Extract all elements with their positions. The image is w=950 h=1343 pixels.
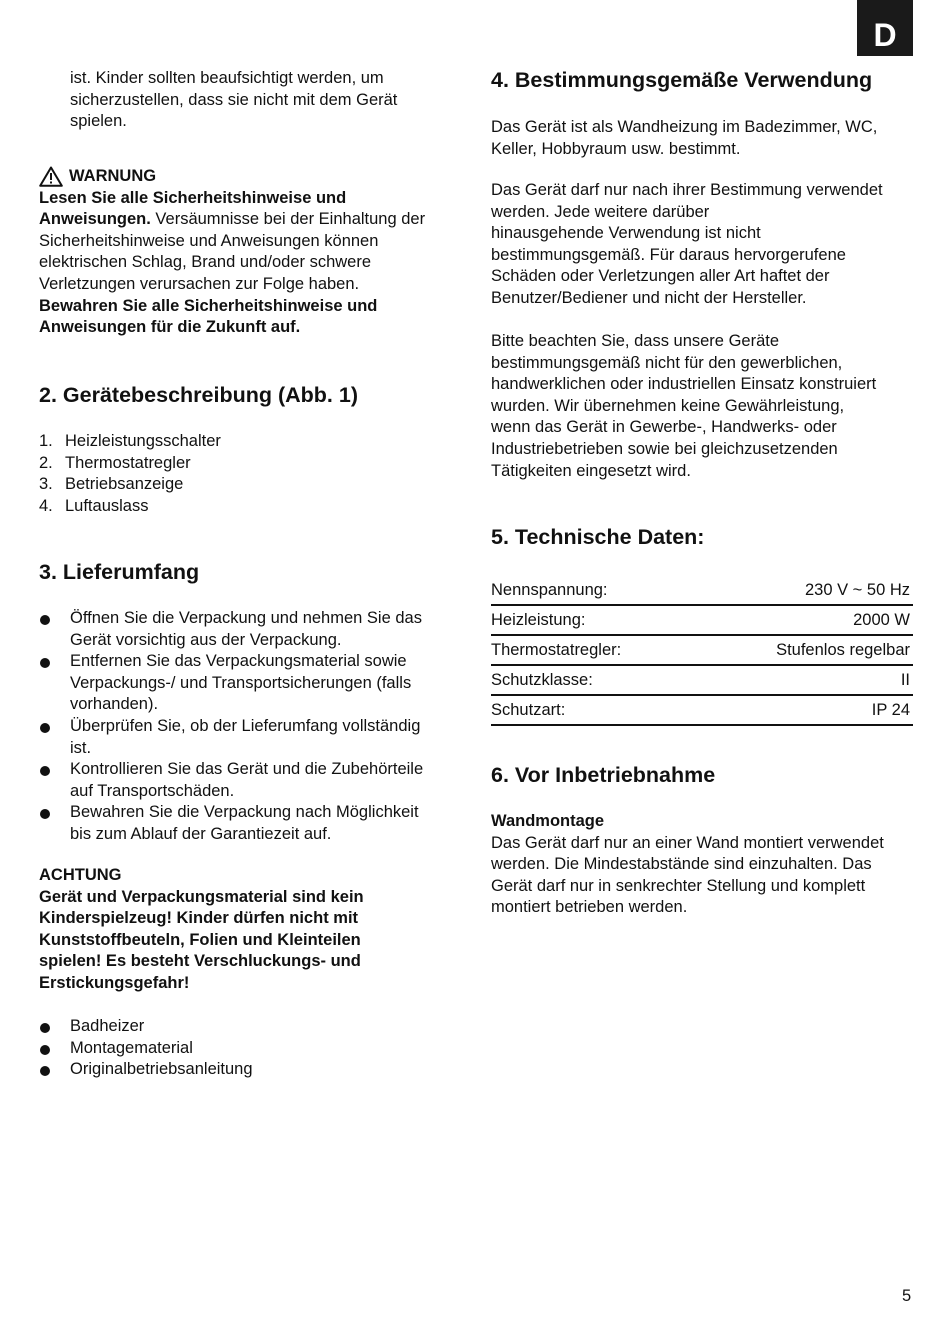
text-line: Das Gerät ist als Wandheizung im Badezimmer, WC, — [491, 118, 878, 136]
list-item: Badheizer — [39, 1016, 459, 1038]
attention-line: Erstickungsgefahr! — [39, 973, 190, 992]
warning-block — [39, 166, 459, 339]
warning-line: elektrischen Schlag, Brand und/oder schwere — [39, 253, 372, 272]
spec-value: 2000 W — [697, 605, 913, 635]
text-line: wenn das Gerät in Gewerbe-, Handwerks- oder — [491, 418, 837, 437]
warning-triangle-icon — [39, 166, 63, 187]
bullet-icon — [40, 615, 50, 625]
warning-keep-line: Bewahren Sie alle Sicherheitshinweise und — [39, 296, 378, 315]
unpacking-steps-list — [39, 608, 459, 846]
table-row — [491, 665, 913, 695]
text-line: wurden. Wir übernehmen keine Gewährleistung, — [491, 396, 845, 415]
table-row — [491, 635, 913, 665]
device-parts-list — [39, 431, 459, 517]
section-5-heading: 5. Technische Daten: — [491, 525, 705, 549]
text-line: handwerklichen oder industriellen Einsatz konstruiert — [491, 375, 877, 394]
intro-line: sicherzustellen, dass sie nicht mit dem Gerät — [70, 90, 398, 109]
bullet-icon — [40, 1023, 50, 1033]
attention-line: spielen! Es besteht Verschluckungs- und — [39, 952, 361, 971]
list-item: Kontrollieren Sie das Gerät und die Zubehörteile auf Transportschäden. — [39, 759, 459, 802]
intro-line: spielen. — [70, 112, 127, 131]
text-line: montiert betrieben werden. — [491, 898, 688, 917]
text-line: werden. Jede weitere darüber — [491, 202, 710, 221]
spec-label: Heizleistung: — [491, 605, 697, 635]
warning-line: Verletzungen verursachen zur Folge haben. — [39, 274, 360, 293]
attention-line: Kinderspielzeug! Kinder dürfen nicht mit — [39, 909, 359, 928]
attention-line: Gerät und Verpackungsmaterial sind kein — [39, 887, 364, 906]
bullet-icon — [40, 658, 50, 668]
list-item: Originalbetriebsanleitung — [39, 1059, 459, 1081]
text-line: Gerät darf nur in senkrechter Stellung und komplett — [491, 876, 866, 895]
text-line: Keller, Hobbyraum usw. bestimmt. — [491, 139, 741, 158]
technical-data-table — [491, 576, 913, 726]
delivery-contents-list — [39, 1016, 459, 1081]
language-tab: D — [857, 0, 913, 56]
text-line: Bitte beachten Sie, dass unsere Geräte — [491, 332, 780, 350]
text-line: Schäden oder Verletzungen aller Art haftet der — [491, 267, 830, 286]
section-3-heading: 3. Lieferumfang — [39, 560, 200, 584]
spec-value: Stufenlos regelbar — [697, 635, 913, 665]
spec-value: II — [697, 665, 913, 695]
spec-label: Schutzklasse: — [491, 665, 697, 695]
warning-lead-line: Lesen Sie alle Sicherheitshinweise und — [39, 188, 347, 207]
section-4-heading: 4. Bestimmungsgemäße Verwendung — [491, 68, 873, 92]
text-line: Tätigkeiten eingesetzt wird. — [491, 461, 691, 480]
table-row — [491, 605, 913, 635]
attention-line: Kunststoffbeuteln, Folien und Kleinteilen — [39, 930, 361, 949]
intended-use-paragraph-3 — [491, 331, 913, 482]
warning-line: Sicherheitshinweise und Anweisungen können — [39, 231, 379, 250]
bullet-icon — [40, 809, 50, 819]
spec-label: Schutzart: — [491, 695, 697, 725]
section-2-heading: 2. Gerätebeschreibung (Abb. 1) — [39, 383, 358, 407]
warning-title: WARNUNG — [39, 166, 459, 188]
bullet-icon — [40, 723, 50, 733]
list-item: 4. Luftauslass — [39, 496, 149, 515]
intended-use-paragraph-1 — [491, 117, 913, 160]
list-item: 1. Heizleistungsschalter — [39, 432, 221, 450]
bullet-icon — [40, 1066, 50, 1076]
section-6-heading: 6. Vor Inbetriebnahme — [491, 763, 716, 787]
attention-block — [39, 865, 459, 995]
text-line: Das Gerät darf nur nach ihrer Bestimmung verwendet — [491, 181, 883, 199]
spec-label: Thermostatregler: — [491, 635, 697, 665]
list-item: Überprüfen Sie, ob der Lieferumfang vollständig ist. — [39, 716, 459, 759]
text-line: Industriebetrieben sowie bei gleichzusetzenden — [491, 439, 838, 458]
list-item: Bewahren Sie die Verpackung nach Möglichkeit bis zum Ablauf der Garantiezeit auf. — [39, 802, 459, 845]
text-line: bestimmungsgemäß. Für daraus hervorgerufene — [491, 245, 846, 264]
list-item: Öffnen Sie die Verpackung und nehmen Sie das Gerät vorsichtig aus der Verpackung. — [39, 608, 459, 651]
text-line: bestimmungsgemäß nicht für den gewerblichen, — [491, 353, 843, 372]
text-line: hinausgehende Verwendung ist nicht — [491, 224, 761, 243]
wall-mounting-subtitle: Wandmontage — [491, 812, 605, 830]
list-item: 3. Betriebsanzeige — [39, 475, 184, 494]
page-number: 5 — [902, 1287, 912, 1305]
text-line: Benutzer/Bediener und nicht der Hersteller. — [491, 288, 807, 307]
intro-line: ist. Kinder sollten beaufsichtigt werden, um — [70, 69, 384, 87]
warning-lead-line-2: Anweisungen. Versäumnisse bei der Einhaltung der — [39, 210, 426, 229]
spec-label: Nennspannung: — [491, 576, 697, 605]
table-row — [491, 695, 913, 725]
intended-use-paragraph-2 — [491, 180, 913, 310]
bullet-icon — [40, 766, 50, 776]
table-row — [491, 576, 913, 605]
spec-value: IP 24 — [697, 695, 913, 725]
list-item: 2. Thermostatregler — [39, 453, 191, 472]
bullet-icon — [40, 1045, 50, 1055]
wall-mounting-block — [491, 811, 913, 919]
warning-keep-line: Anweisungen für die Zukunft auf. — [39, 318, 301, 337]
list-item: Entfernen Sie das Verpackungsmaterial sowie Verpackungs-/ und Transportsicherungen (falls vorhanden). — [39, 651, 459, 716]
intro-paragraph — [39, 68, 459, 133]
attention-title: ACHTUNG — [39, 866, 122, 884]
spec-value: 230 V ~ 50 Hz — [697, 576, 913, 605]
text-line: werden. Die Mindestabstände sind einzuhalten. Das — [491, 855, 872, 874]
list-item: Montagematerial — [39, 1038, 459, 1060]
text-line: Das Gerät darf nur an einer Wand montiert verwendet — [491, 833, 884, 852]
